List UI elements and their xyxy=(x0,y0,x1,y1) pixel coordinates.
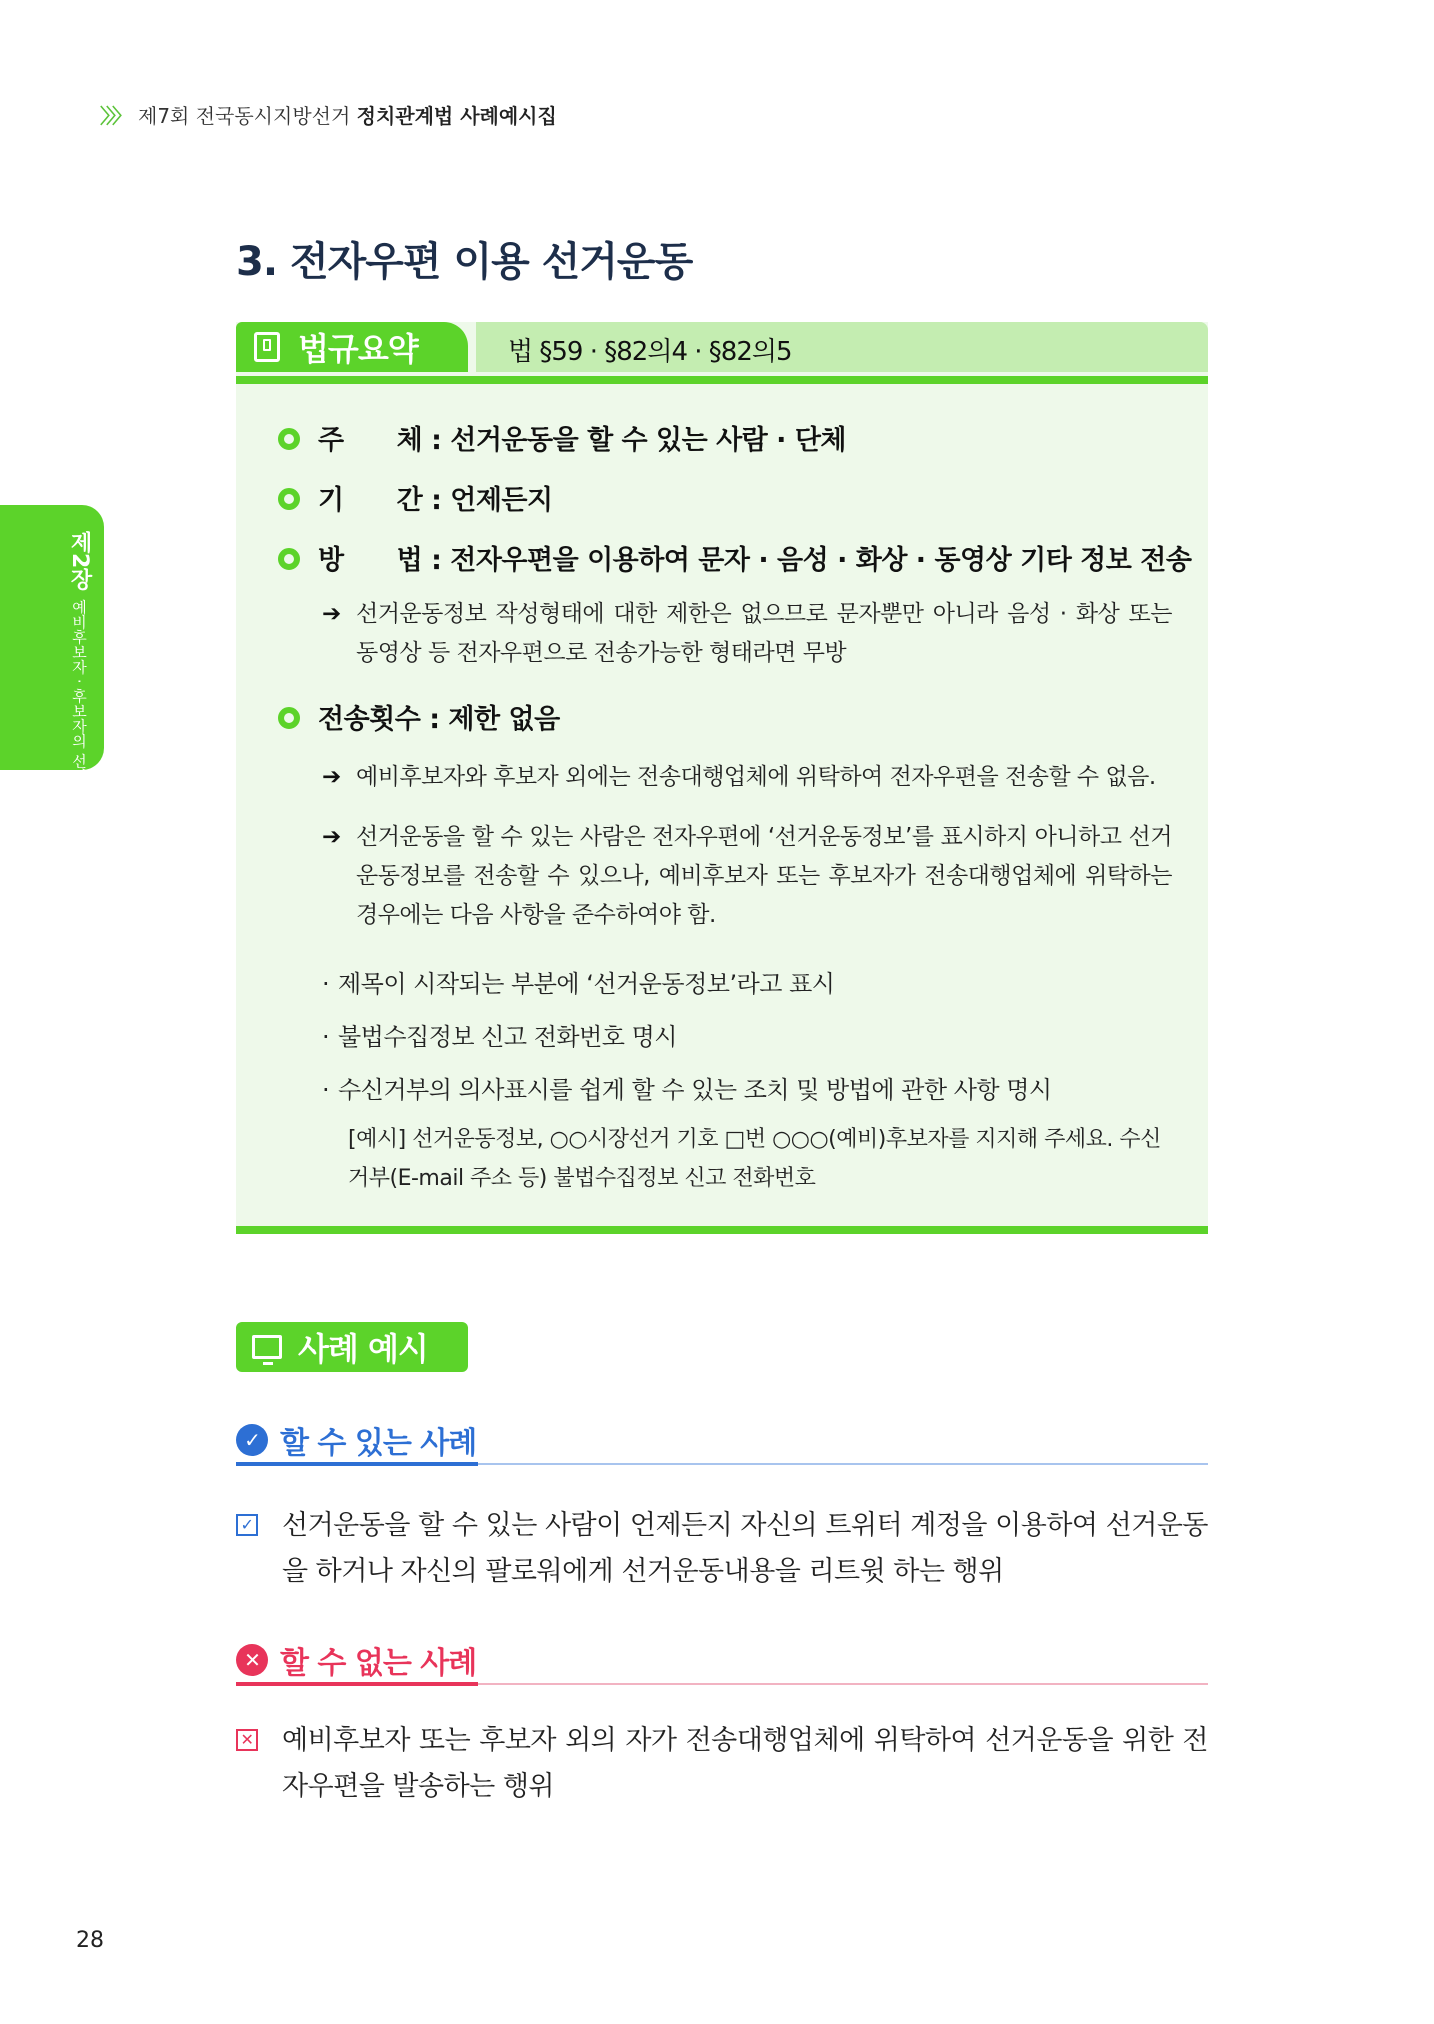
page-number: 28 xyxy=(76,1928,104,1953)
forbidden-case xyxy=(236,1718,1208,1810)
summary-item-method-text: 방 법 : 전자우편을 이용하여 문자 · 음성 · 화상 · 동영상 기타 정보 전송 xyxy=(318,545,1192,576)
running-header-title: 정치관계법 사례예시집 xyxy=(356,104,557,128)
dot-bullet-icon: · xyxy=(322,970,330,998)
summary-bottom-divider xyxy=(236,1226,1208,1234)
running-header-prefix: 제7회 전국동시지방선거 xyxy=(138,104,351,128)
cases-badge-label: 사례 예시 xyxy=(298,1330,428,1368)
section-title: 3. 전자우편 이용 선거운동 xyxy=(236,239,693,285)
summary-top-divider xyxy=(236,376,1208,384)
summary-item-period xyxy=(278,478,553,517)
summary-item-subject-text: 주 체 : 선거운동을 할 수 있는 사람 · 단체 xyxy=(318,425,846,456)
rule-item-2 xyxy=(322,1017,677,1052)
right-arrow-icon: ➔ xyxy=(322,764,341,790)
ring-bullet-icon xyxy=(278,488,300,510)
allowed-heading-rule xyxy=(478,1463,1208,1465)
cases-badge xyxy=(236,1322,468,1372)
count-note-2 xyxy=(322,818,1172,935)
forbidden-heading-underline xyxy=(236,1682,478,1686)
count-note-1-text: 예비후보자와 후보자 외에는 전송대행업체에 위탁하여 전자우편을 전송할 수 없음. xyxy=(356,764,1156,790)
forbidden-heading-rule xyxy=(478,1683,1208,1685)
chapter-side-tab xyxy=(0,505,104,844)
summary-item-count-text: 전송횟수 : 제한 없음 xyxy=(318,704,560,735)
chapter-number: 제2장 xyxy=(67,531,92,591)
summary-item-count xyxy=(278,697,560,736)
allowed-case-text: 선거운동을 할 수 있는 사람이 언제든지 자신의 트위터 계정을 이용하여 선거운동을 하거나 자신의 팔로워에게 선거운동내용을 리트윗 하는 행위 xyxy=(282,1510,1208,1587)
count-note-1 xyxy=(322,758,1172,797)
forbidden-heading-text: 할 수 없는 사례 xyxy=(280,1646,477,1681)
chapter-side-text xyxy=(18,531,92,844)
law-reference: 법 §59 · §82의4 · §82의5 xyxy=(508,337,792,367)
rule-item-3 xyxy=(322,1070,1052,1105)
right-arrow-icon: ➔ xyxy=(322,824,341,850)
rule-item-2-text: 불법수집정보 신고 전화번호 명시 xyxy=(338,1023,677,1051)
ring-bullet-icon xyxy=(278,548,300,570)
monitor-icon xyxy=(252,1335,282,1359)
checkbox-check-icon: ✓ xyxy=(236,1514,258,1536)
chapter-title-line1: 예비후보자 · 후보자의 xyxy=(70,599,88,749)
rule-item-1 xyxy=(322,964,834,999)
right-arrow-icon: ➔ xyxy=(322,601,341,627)
law-reference-bar xyxy=(476,322,1208,372)
chapter-title-line2: 선거운동방법 xyxy=(70,753,88,844)
x-circle-icon: ✕ xyxy=(236,1644,268,1676)
ring-bullet-icon xyxy=(278,707,300,729)
law-summary-badge xyxy=(236,322,468,372)
summary-item-period-text: 기 간 : 언제든지 xyxy=(318,485,553,516)
law-summary-badge-label: 법규요약 xyxy=(298,330,418,368)
summary-item-method xyxy=(278,538,1191,577)
rule-item-1-text: 제목이 시작되는 부분에 ‘선거운동정보’라고 표시 xyxy=(338,970,835,998)
ring-bullet-icon xyxy=(278,428,300,450)
dot-bullet-icon: · xyxy=(322,1076,330,1104)
allowed-heading xyxy=(236,1418,476,1462)
dot-bullet-icon: · xyxy=(322,1023,330,1051)
count-note-2-text: 선거운동을 할 수 있는 사람은 전자우편에 ‘선거운동정보’를 표시하지 아니하고 선거운동정보를 전송할 수 있으나, 예비후보자 또는 후보자가 전송대행업체에 위탁하는 경우에는 다음 사항을 준수하여야 함. xyxy=(356,824,1172,928)
chevrons-icon: 〉〉〉 xyxy=(100,104,128,128)
forbidden-case-text: 예비후보자 또는 후보자 외의 자가 전송대행업체에 위탁하여 선거운동을 위한 전자우편을 발송하는 행위 xyxy=(282,1725,1208,1802)
method-note xyxy=(322,595,1172,673)
method-note-text: 선거운동정보 작성형태에 대한 제한은 없으므로 문자뿐만 아니라 음성 · 화상 또는 동영상 등 전자우편으로 전송가능한 형태라면 무방 xyxy=(356,601,1172,666)
document-icon xyxy=(254,332,280,362)
magnifier-check-icon: ✓ xyxy=(236,1424,268,1456)
example-text: [예시] 선거운동정보, ○○시장선거 기호 □번 ○○○(예비)후보자를 지지해 주세요. 수신거부(E-mail 주소 등) 불법수집정보 신고 전화번호 xyxy=(348,1127,1161,1191)
checkbox-x-icon: ✕ xyxy=(236,1729,258,1751)
running-header xyxy=(100,100,557,129)
summary-item-subject xyxy=(278,418,846,457)
allowed-heading-text: 할 수 있는 사례 xyxy=(280,1426,477,1461)
allowed-heading-underline xyxy=(236,1462,478,1466)
allowed-case xyxy=(236,1503,1208,1595)
forbidden-heading xyxy=(236,1638,476,1682)
rule-item-3-text: 수신거부의 의사표시를 쉽게 할 수 있는 조치 및 방법에 관한 사항 명시 xyxy=(338,1076,1052,1104)
